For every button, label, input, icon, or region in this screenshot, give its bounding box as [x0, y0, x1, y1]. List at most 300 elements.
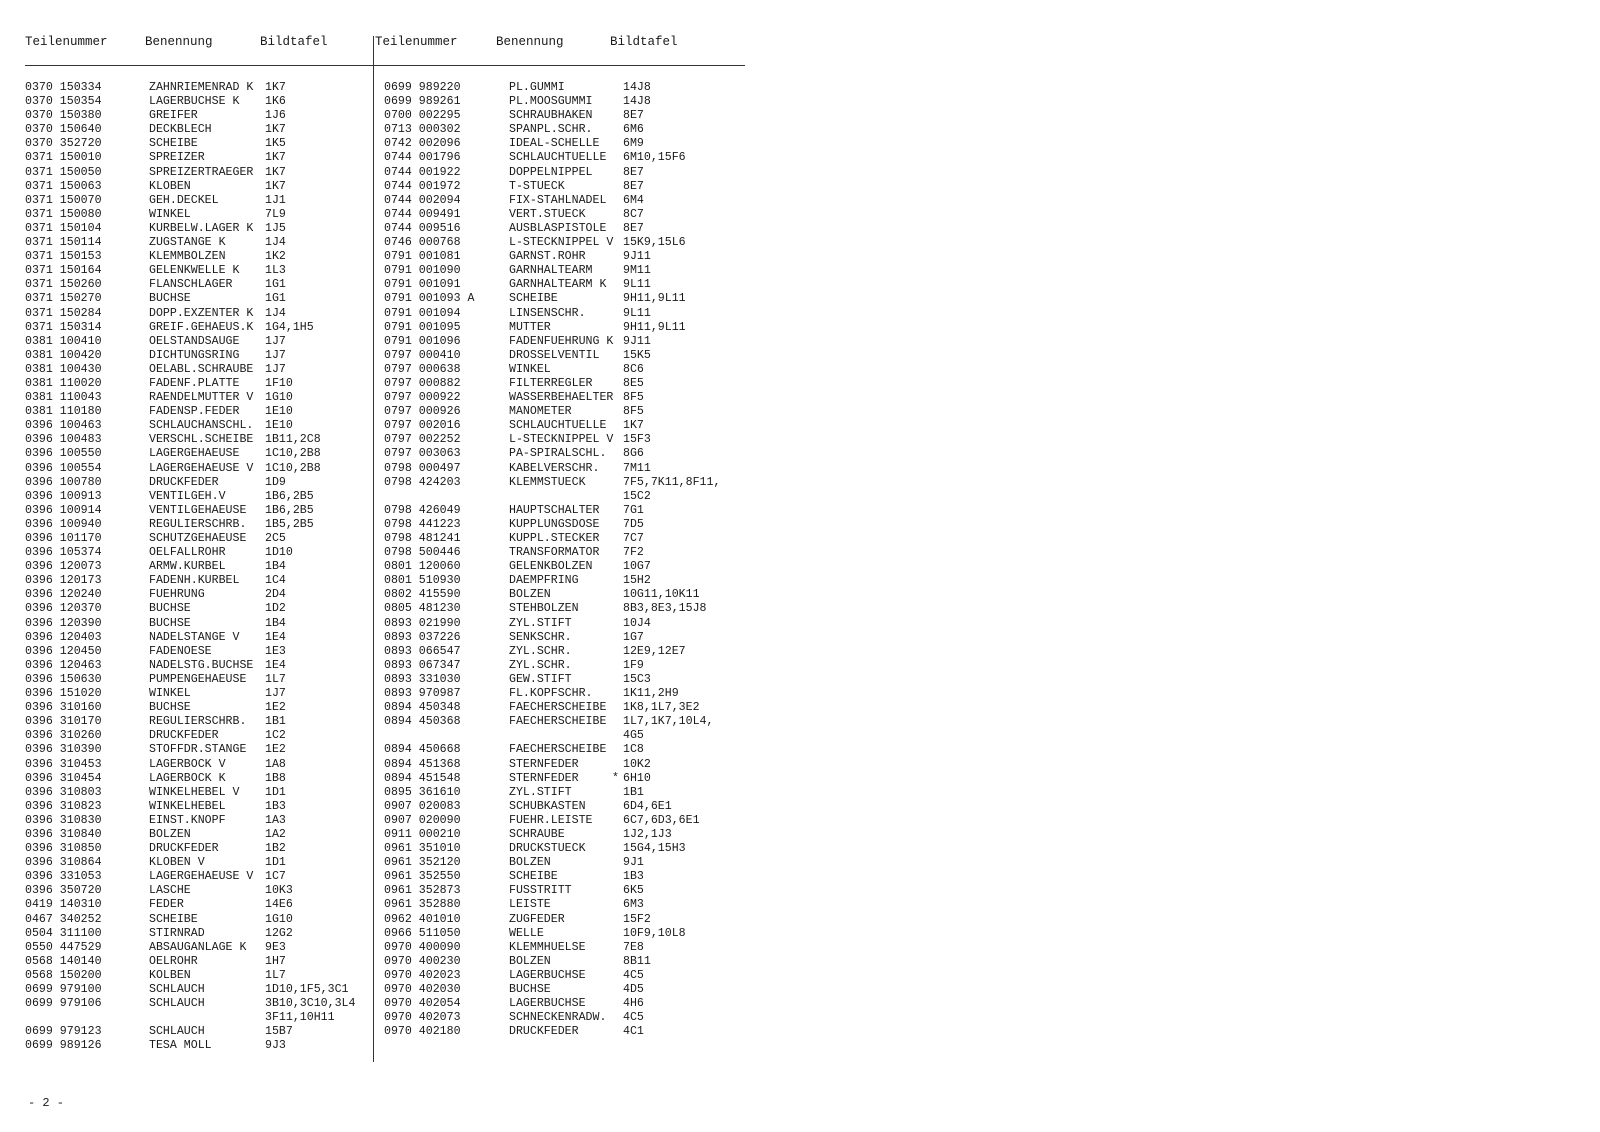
header-bildtafel: Bildtafel: [260, 35, 328, 49]
part-number: 0797 000926: [384, 405, 461, 419]
part-number: 0961 352120: [384, 856, 461, 870]
figure-ref: 7C7: [623, 532, 644, 545]
figure-ref: 9L11: [623, 278, 651, 292]
figure-ref: 7D5: [623, 517, 644, 531]
part-name: SPREIZER: [149, 151, 205, 165]
part-name: SCHLAUCHTUELLE: [509, 151, 607, 165]
figure-ref: 8C6: [623, 362, 644, 376]
part-name: SCHEIBE: [149, 912, 198, 926]
part-name: LAGERBUCHSE: [509, 997, 586, 1011]
part-number: 0894 450348: [384, 701, 461, 715]
figure-ref: 1F10: [265, 376, 293, 390]
figure-ref: 14E6: [265, 898, 293, 912]
figure-ref: 1B3: [265, 799, 286, 813]
figure-ref: 1K7: [265, 81, 286, 94]
part-number: 0396 120463: [25, 658, 102, 672]
part-name: WINKEL: [509, 362, 551, 376]
part-number: 0396 100550: [25, 447, 102, 461]
part-number: 0371 150104: [25, 221, 102, 235]
part-name: IDEAL-SCHELLE: [509, 137, 600, 151]
part-number: 0744 001972: [384, 179, 461, 193]
part-number: 0802 415590: [384, 588, 461, 602]
figure-ref: 1D1: [265, 785, 286, 799]
figure-ref: 6K5: [623, 884, 644, 898]
part-name: KLEMMHUELSE: [509, 940, 586, 954]
part-name: SCHEIBE: [149, 137, 198, 151]
figure-ref: 12G2: [265, 926, 293, 940]
part-name: VENTILGEH.V: [149, 489, 226, 503]
page-number: - 2 -: [28, 1096, 65, 1110]
part-name: PL.GUMMI: [509, 81, 565, 94]
figure-ref: 1B8: [265, 771, 286, 785]
figure-ref: 1J2,1J3: [623, 827, 672, 841]
part-name: SPANPL.SCHR.: [509, 123, 593, 137]
part-number: 0791 001094: [384, 306, 461, 320]
part-number: 0396 350720: [25, 884, 102, 898]
part-name: FADENOESE: [149, 644, 212, 658]
part-number: 0550 447529: [25, 940, 102, 954]
part-number: 0371 150260: [25, 278, 102, 292]
part-name: HAUPTSCHALTER: [509, 503, 600, 517]
part-number: 0396 120370: [25, 602, 102, 616]
part-number: 0797 000882: [384, 376, 461, 390]
part-name: REGULIERSCHRB.: [149, 715, 247, 729]
part-name: STOFFDR.STANGE: [149, 743, 247, 757]
part-name: SCHRAUBE: [509, 827, 565, 841]
figure-ref: 1G4,1H5: [265, 320, 314, 334]
figure-ref: 1A3: [265, 813, 286, 827]
part-name: LAGERBOCK K: [149, 771, 226, 785]
part-name: LAGERBOCK V: [149, 757, 226, 771]
part-name: ARMW.KURBEL: [149, 560, 226, 574]
part-number: 0907 020083: [384, 799, 461, 813]
figure-ref: 15K9,15L6: [623, 236, 686, 250]
figure-ref: 1J5: [265, 221, 286, 235]
part-number: 0381 110043: [25, 391, 102, 405]
part-name: KUPPL.STECKER: [509, 532, 600, 545]
marker-asterisk: *: [612, 771, 619, 785]
figure-ref: 1K7: [265, 165, 286, 179]
part-name: KOLBEN: [149, 968, 191, 982]
part-number: 0893 021990: [384, 616, 461, 630]
part-name: SCHLAUCH: [149, 983, 205, 996]
part-name: LAGERBUCHSE K: [149, 95, 240, 109]
part-number: 0396 100483: [25, 433, 102, 447]
figure-ref: 7F2: [623, 546, 644, 560]
figure-ref: 1B2: [265, 842, 286, 856]
part-number: 0371 150080: [25, 207, 102, 221]
part-name: GELENKBOLZEN: [509, 560, 593, 574]
figure-ref: 6M9: [623, 137, 644, 151]
part-name: KUPPLUNGSDOSE: [509, 517, 600, 531]
figure-ref: 1E10: [265, 419, 293, 433]
figure-ref: 1K11,2H9: [623, 687, 679, 701]
part-name: DECKBLECH: [149, 123, 212, 137]
part-name: KLEMMBOLZEN: [149, 250, 226, 264]
part-name: MANOMETER: [509, 405, 572, 419]
part-number: 0371 150164: [25, 264, 102, 278]
figure-ref: 1B4: [265, 616, 286, 630]
part-name: BOLZEN: [509, 856, 551, 870]
part-name: DROSSELVENTIL: [509, 348, 600, 362]
part-name: VERT.STUECK: [509, 207, 586, 221]
figure-ref: 8E5: [623, 376, 644, 390]
part-number: 0894 451548: [384, 771, 461, 785]
figure-ref: 4G5: [623, 729, 644, 743]
figure-ref: 1G1: [265, 278, 286, 292]
part-name: FUSSTRITT: [509, 884, 572, 898]
part-name: ZUGFEDER: [509, 912, 565, 926]
part-number: 0970 402054: [384, 997, 461, 1011]
part-number: 0504 311100: [25, 926, 102, 940]
figure-ref: 1B1: [623, 785, 644, 799]
figure-ref: 9J3: [265, 1039, 286, 1053]
figure-ref: 4C5: [623, 1011, 644, 1025]
part-number: 0791 001090: [384, 264, 461, 278]
part-name: KURBELW.LAGER K: [149, 221, 254, 235]
figure-ref: 15B7: [265, 1025, 293, 1039]
part-name: FADENH.KURBEL: [149, 574, 240, 588]
part-number: 0797 000922: [384, 391, 461, 405]
figure-ref: 1H7: [265, 954, 286, 968]
part-number: 0746 000768: [384, 236, 461, 250]
part-name: BUCHSE: [149, 292, 191, 306]
part-number: 0970 400090: [384, 940, 461, 954]
figure-ref: 7M11: [623, 461, 651, 475]
figure-ref: 9H11,9L11: [623, 320, 686, 334]
part-number: 0791 001081: [384, 250, 461, 264]
part-number: 0396 310864: [25, 856, 102, 870]
figure-ref: 8E7: [623, 179, 644, 193]
part-name: STERNFEDER: [509, 757, 579, 771]
figure-ref: 1B6,2B5: [265, 489, 314, 503]
part-name: FADENSP.FEDER: [149, 405, 240, 419]
part-number: 0467 340252: [25, 912, 102, 926]
figure-ref: 1C10,2B8: [265, 447, 321, 461]
figure-ref: 9M11: [623, 264, 651, 278]
part-name: SCHUBKASTEN: [509, 799, 586, 813]
part-number: 0791 001091: [384, 278, 461, 292]
part-name: LINSENSCHR.: [509, 306, 586, 320]
part-number: 0742 002096: [384, 137, 461, 151]
part-number: 0699 979106: [25, 997, 102, 1011]
figure-ref: 8F5: [623, 391, 644, 405]
figure-ref: 1B1: [265, 715, 286, 729]
figure-ref: 1K5: [265, 137, 286, 151]
part-number: 0797 002252: [384, 433, 461, 447]
part-number: 0381 100430: [25, 362, 102, 376]
part-name: TRANSFORMATOR: [509, 546, 600, 560]
part-name: LAGERGEHAEUSE: [149, 447, 240, 461]
part-number: 0371 150070: [25, 193, 102, 207]
part-number: 0370 150640: [25, 123, 102, 137]
part-number: 0396 120073: [25, 560, 102, 574]
part-name: TESA MOLL: [149, 1039, 212, 1053]
part-number: 0396 101170: [25, 532, 102, 545]
figure-ref: 7F5,7K11,8F11,: [623, 475, 721, 489]
part-name: T-STUECK: [509, 179, 565, 193]
figure-ref: 1J4: [265, 306, 286, 320]
part-number: 0893 067347: [384, 658, 461, 672]
header-teilenummer: Teilenummer: [375, 35, 458, 49]
part-number: 0700 002295: [384, 109, 461, 123]
part-number: 0396 310160: [25, 701, 102, 715]
part-number: 0798 441223: [384, 517, 461, 531]
part-number: 0970 400230: [384, 954, 461, 968]
part-name: STIRNRAD: [149, 926, 205, 940]
figure-ref: 7G1: [623, 503, 644, 517]
part-name: NADELSTG.BUCHSE: [149, 658, 254, 672]
part-number: 0396 100914: [25, 503, 102, 517]
part-name: STEHBOLZEN: [509, 602, 579, 616]
part-name: PUMPENGEHAEUSE: [149, 672, 247, 686]
figure-ref: 1F9: [623, 658, 644, 672]
figure-ref: 3B10,3C10,3L4: [265, 997, 356, 1011]
part-name: ABSAUGANLAGE K: [149, 940, 247, 954]
part-number: 0970 402030: [384, 983, 461, 996]
part-number: 0797 000638: [384, 362, 461, 376]
part-name: BUCHSE: [149, 616, 191, 630]
figure-ref: 14J8: [623, 95, 651, 109]
part-number: 0568 150200: [25, 968, 102, 982]
part-name: BUCHSE: [149, 602, 191, 616]
figure-ref: 4C1: [623, 1025, 644, 1039]
part-number: 0744 009491: [384, 207, 461, 221]
figure-ref: 1L3: [265, 264, 286, 278]
figure-ref: 7L9: [265, 207, 286, 221]
part-name: SCHEIBE: [509, 292, 558, 306]
part-number: 0801 120060: [384, 560, 461, 574]
part-name: GREIF.GEHAEUS.K: [149, 320, 254, 334]
figure-ref: 1D9: [265, 475, 286, 489]
part-name: PA-SPIRALSCHL.: [509, 447, 607, 461]
figure-ref: 9H11,9L11: [623, 292, 686, 306]
figure-ref: 1E3: [265, 644, 286, 658]
part-name: BUCHSE: [149, 701, 191, 715]
figure-ref: 1C10,2B8: [265, 461, 321, 475]
part-name: RAENDELMUTTER V: [149, 391, 254, 405]
figure-ref: 6M10,15F6: [623, 151, 686, 165]
left-header: [25, 35, 328, 51]
part-name: WINKELHEBEL V: [149, 785, 240, 799]
part-number: 0713 000302: [384, 123, 461, 137]
figure-ref: 1A2: [265, 827, 286, 841]
part-name: BOLZEN: [509, 588, 551, 602]
figure-ref: 10F9,10L8: [623, 926, 686, 940]
figure-ref: 1D10,1F5,3C1: [265, 983, 349, 996]
part-name: LASCHE: [149, 884, 191, 898]
part-number: 0893 037226: [384, 630, 461, 644]
part-number: 0396 150630: [25, 672, 102, 686]
figure-ref: 2D4: [265, 588, 286, 602]
part-name: WELLE: [509, 926, 544, 940]
figure-ref: 1C7: [265, 870, 286, 884]
part-name: FUEHRUNG: [149, 588, 205, 602]
part-name: KLOBEN V: [149, 856, 205, 870]
part-number: 0699 979123: [25, 1025, 102, 1039]
figure-ref: 1E4: [265, 658, 286, 672]
part-name: OELABL.SCHRAUBE: [149, 362, 254, 376]
figure-ref: 1J4: [265, 236, 286, 250]
part-number: 0791 001093 A: [384, 292, 475, 306]
figure-ref: 1B6,2B5: [265, 503, 314, 517]
figure-ref: 1J7: [265, 334, 286, 348]
figure-ref: 10K3: [265, 884, 293, 898]
part-number: 0805 481230: [384, 602, 461, 616]
part-name: SCHEIBE: [509, 870, 558, 884]
part-number: 0396 310823: [25, 799, 102, 813]
part-name: GARNHALTEARM: [509, 264, 593, 278]
part-number: 0419 140310: [25, 898, 102, 912]
figure-ref: 4H6: [623, 997, 644, 1011]
part-name: OELSTANDSAUGE: [149, 334, 240, 348]
part-name: NADELSTANGE V: [149, 630, 240, 644]
figure-ref: 1E4: [265, 630, 286, 644]
part-number: 0791 001095: [384, 320, 461, 334]
part-number: 0961 352880: [384, 898, 461, 912]
part-number: 0798 426049: [384, 503, 461, 517]
figure-ref: 1G10: [265, 912, 293, 926]
part-name: SCHRAUBHAKEN: [509, 109, 593, 123]
figure-ref: 8G6: [623, 447, 644, 461]
figure-ref: 9J11: [623, 250, 651, 264]
part-name: VENTILGEHAEUSE: [149, 503, 247, 517]
part-name: FL.KOPFSCHR.: [509, 687, 593, 701]
part-name: DICHTUNGSRING: [149, 348, 240, 362]
figure-ref: 1B11,2C8: [265, 433, 321, 447]
part-number: 0970 402023: [384, 968, 461, 982]
part-name: SCHLAUCHTUELLE: [509, 419, 607, 433]
figure-ref: 15G4,15H3: [623, 842, 686, 856]
figure-ref: 8F5: [623, 405, 644, 419]
part-number: 0961 352873: [384, 884, 461, 898]
part-name: SCHNECKENRADW.: [509, 1011, 607, 1025]
part-name: FUEHR.LEISTE: [509, 813, 593, 827]
figure-ref: 14J8: [623, 81, 651, 94]
figure-ref: 8E7: [623, 109, 644, 123]
part-name: FLANSCHLAGER: [149, 278, 233, 292]
part-number: 0791 001096: [384, 334, 461, 348]
figure-ref: 6D4,6E1: [623, 799, 672, 813]
figure-ref: 6M4: [623, 193, 644, 207]
part-number: 0396 310170: [25, 715, 102, 729]
part-name: SCHLAUCH: [149, 997, 205, 1011]
figure-ref: 1A8: [265, 757, 286, 771]
figure-ref: 1J6: [265, 109, 286, 123]
part-name: PL.MOOSGUMMI: [509, 95, 593, 109]
part-number: 0966 511050: [384, 926, 461, 940]
figure-ref: 1D10: [265, 546, 293, 560]
figure-ref: 1B3: [623, 870, 644, 884]
figure-ref: 1K7: [265, 123, 286, 137]
figure-ref: 8C7: [623, 207, 644, 221]
part-name: GEH.DECKEL: [149, 193, 219, 207]
part-number: 0396 120390: [25, 616, 102, 630]
part-number: 0797 002016: [384, 419, 461, 433]
figure-ref: 15K5: [623, 348, 651, 362]
part-number: 0381 110020: [25, 376, 102, 390]
figure-ref: 6M3: [623, 898, 644, 912]
part-number: 0907 020090: [384, 813, 461, 827]
part-number: 0961 352550: [384, 870, 461, 884]
figure-ref: 1K8,1L7,3E2: [623, 701, 700, 715]
part-name: SCHLAUCH: [149, 1025, 205, 1039]
figure-ref: 10K2: [623, 757, 651, 771]
part-number: 0699 989126: [25, 1039, 102, 1053]
figure-ref: 1G7: [623, 630, 644, 644]
figure-ref: 1L7: [265, 672, 286, 686]
header-teilenummer: Teilenummer: [25, 35, 108, 49]
part-number: 0371 150270: [25, 292, 102, 306]
part-number: 0371 150063: [25, 179, 102, 193]
part-number: 0396 310840: [25, 827, 102, 841]
part-name: ZYL.SCHR.: [509, 644, 572, 658]
part-number: 0396 100463: [25, 419, 102, 433]
part-number: 0396 310803: [25, 785, 102, 799]
figure-ref: 1K7: [265, 179, 286, 193]
part-name: WINKEL: [149, 207, 191, 221]
figure-ref: 1B4: [265, 560, 286, 574]
figure-ref: 1J7: [265, 348, 286, 362]
part-name: STERNFEDER: [509, 771, 579, 785]
part-number: 0893 331030: [384, 672, 461, 686]
part-name: FAECHERSCHEIBE: [509, 743, 607, 757]
figure-ref: 1E10: [265, 405, 293, 419]
part-name: BOLZEN: [509, 954, 551, 968]
column-divider: [373, 36, 374, 1062]
figure-ref: 9J1: [623, 856, 644, 870]
part-name: KABELVERSCHR.: [509, 461, 600, 475]
part-name: L-STECKNIPPEL V: [509, 433, 614, 447]
part-number: 0801 510930: [384, 574, 461, 588]
figure-ref: 15C2: [623, 489, 651, 503]
part-number: 0396 310390: [25, 743, 102, 757]
part-name: FADENFUEHRUNG K: [509, 334, 614, 348]
part-name: ZYL.STIFT: [509, 785, 572, 799]
part-name: FAECHERSCHEIBE: [509, 701, 607, 715]
part-name: ZYL.SCHR.: [509, 658, 572, 672]
part-number: 0396 331053: [25, 870, 102, 884]
part-number: 0396 120240: [25, 588, 102, 602]
part-number: 0699 979100: [25, 983, 102, 996]
header-benennung: Benennung: [145, 35, 213, 49]
part-name: FEDER: [149, 898, 184, 912]
part-name: DRUCKFEDER: [149, 842, 219, 856]
part-name: FAECHERSCHEIBE: [509, 715, 607, 729]
figure-ref: 1K2: [265, 250, 286, 264]
figure-ref: 4C5: [623, 968, 644, 982]
part-number: 0961 351010: [384, 842, 461, 856]
part-number: 0396 120173: [25, 574, 102, 588]
part-number: 0396 151020: [25, 687, 102, 701]
figure-ref: 1J7: [265, 362, 286, 376]
part-number: 0895 361610: [384, 785, 461, 799]
part-name: DRUCKFEDER: [149, 475, 219, 489]
part-name: GEW.STIFT: [509, 672, 572, 686]
figure-ref: 1B5,2B5: [265, 517, 314, 531]
part-name: SCHUTZGEHAEUSE: [149, 532, 247, 545]
part-number: 0894 450668: [384, 743, 461, 757]
part-name: DRUCKSTUECK: [509, 842, 586, 856]
part-number: 0370 150354: [25, 95, 102, 109]
part-number: 0371 150050: [25, 165, 102, 179]
part-number: 0396 310850: [25, 842, 102, 856]
header-bildtafel: Bildtafel: [610, 35, 678, 49]
part-number: 0370 150334: [25, 81, 102, 94]
figure-ref: 1G1: [265, 292, 286, 306]
part-name: VERSCHL.SCHEIBE: [149, 433, 254, 447]
header-divider: [25, 65, 745, 66]
